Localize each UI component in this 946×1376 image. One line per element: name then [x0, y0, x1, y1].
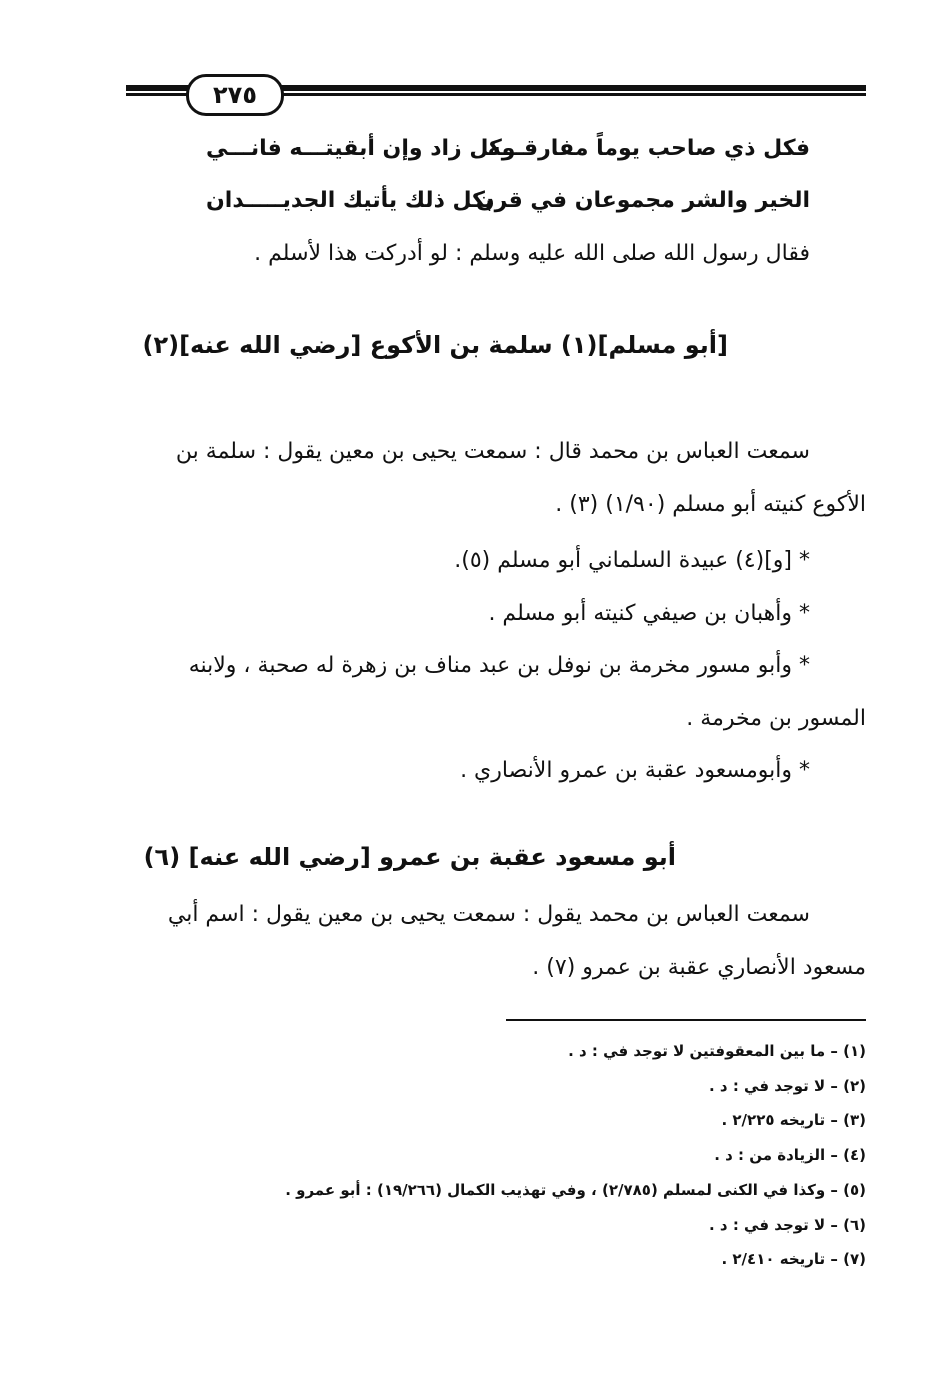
verse-1-right: فكل ذي صاحب يوماً مفارقـــه [487, 136, 810, 161]
text-line: سمعت العباس بن محمد قال : سمعت يحيى بن معين يقول : سلمة بن [175, 439, 810, 464]
footnote-divider [506, 1019, 866, 1021]
list-item: * وأبومسعود عقبة بن عمرو الأنصاري . [460, 758, 810, 783]
list-item: * وأبو مسور مخرمة بن نوفل بن عبد مناف بن زهرة له صحبة ، ولابنه [188, 653, 810, 678]
footnote: (٦) – لا توجد في : د . [709, 1216, 866, 1234]
section-heading: [أبو مسلم](١) سلمة بن الأكوع [رضي الله عنه](٢) [142, 331, 728, 359]
text-line: سمعت العباس بن محمد يقول : سمعت يحيى بن معين يقول : اسم أبي [167, 902, 810, 927]
verse-2-left: بكل ذلك يأتيك الجديـــــدان [206, 188, 494, 213]
text-line: الأكوع كنيته أبو مسلم (١/٩٠) (٣) . [555, 492, 866, 517]
text-line: مسعود الأنصاري عقبة بن عمرو (٧) . [532, 955, 866, 980]
footnote: (٤) – الزيادة من : د . [714, 1146, 866, 1164]
list-item: * وأهبان بن صيفي كنيته أبو مسلم . [488, 601, 810, 626]
footnote: (٢) – لا توجد في : د . [709, 1077, 866, 1095]
section-heading: أبو مسعود عقبة بن عمرو [رضي الله عنه] (٦) [143, 843, 676, 871]
text-line: فقال رسول الله صلى الله عليه وسلم : لو أدركت هذا لأسلم . [254, 241, 810, 266]
footnote: (٣) – تاريخه ٢/٢٢٥ . [721, 1111, 866, 1129]
text-line: المسور بن مخرمة . [686, 706, 866, 731]
footnote: (٧) – تاريخه ٢/٤١٠ . [721, 1250, 866, 1268]
verse-1-left: وكل زاد وإن أبقيتـــه فانـــي [206, 136, 516, 161]
page-number: ٢٧٥ [186, 74, 284, 116]
footnote: (٥) – وكذا في الكنى لمسلم (٢/٧٨٥) ، وفي تهذيب الكمال (١٩/٢٦٦) : أبو عمرو . [285, 1181, 866, 1199]
footnote: (١) – ما بين المعقوفتين لا توجد في : د . [568, 1042, 866, 1060]
list-item: * [و](٤) عبيدة السلماني أبو مسلم (٥). [454, 548, 810, 573]
verse-2-right: الخير والشر مجموعان في قرن [475, 188, 810, 213]
